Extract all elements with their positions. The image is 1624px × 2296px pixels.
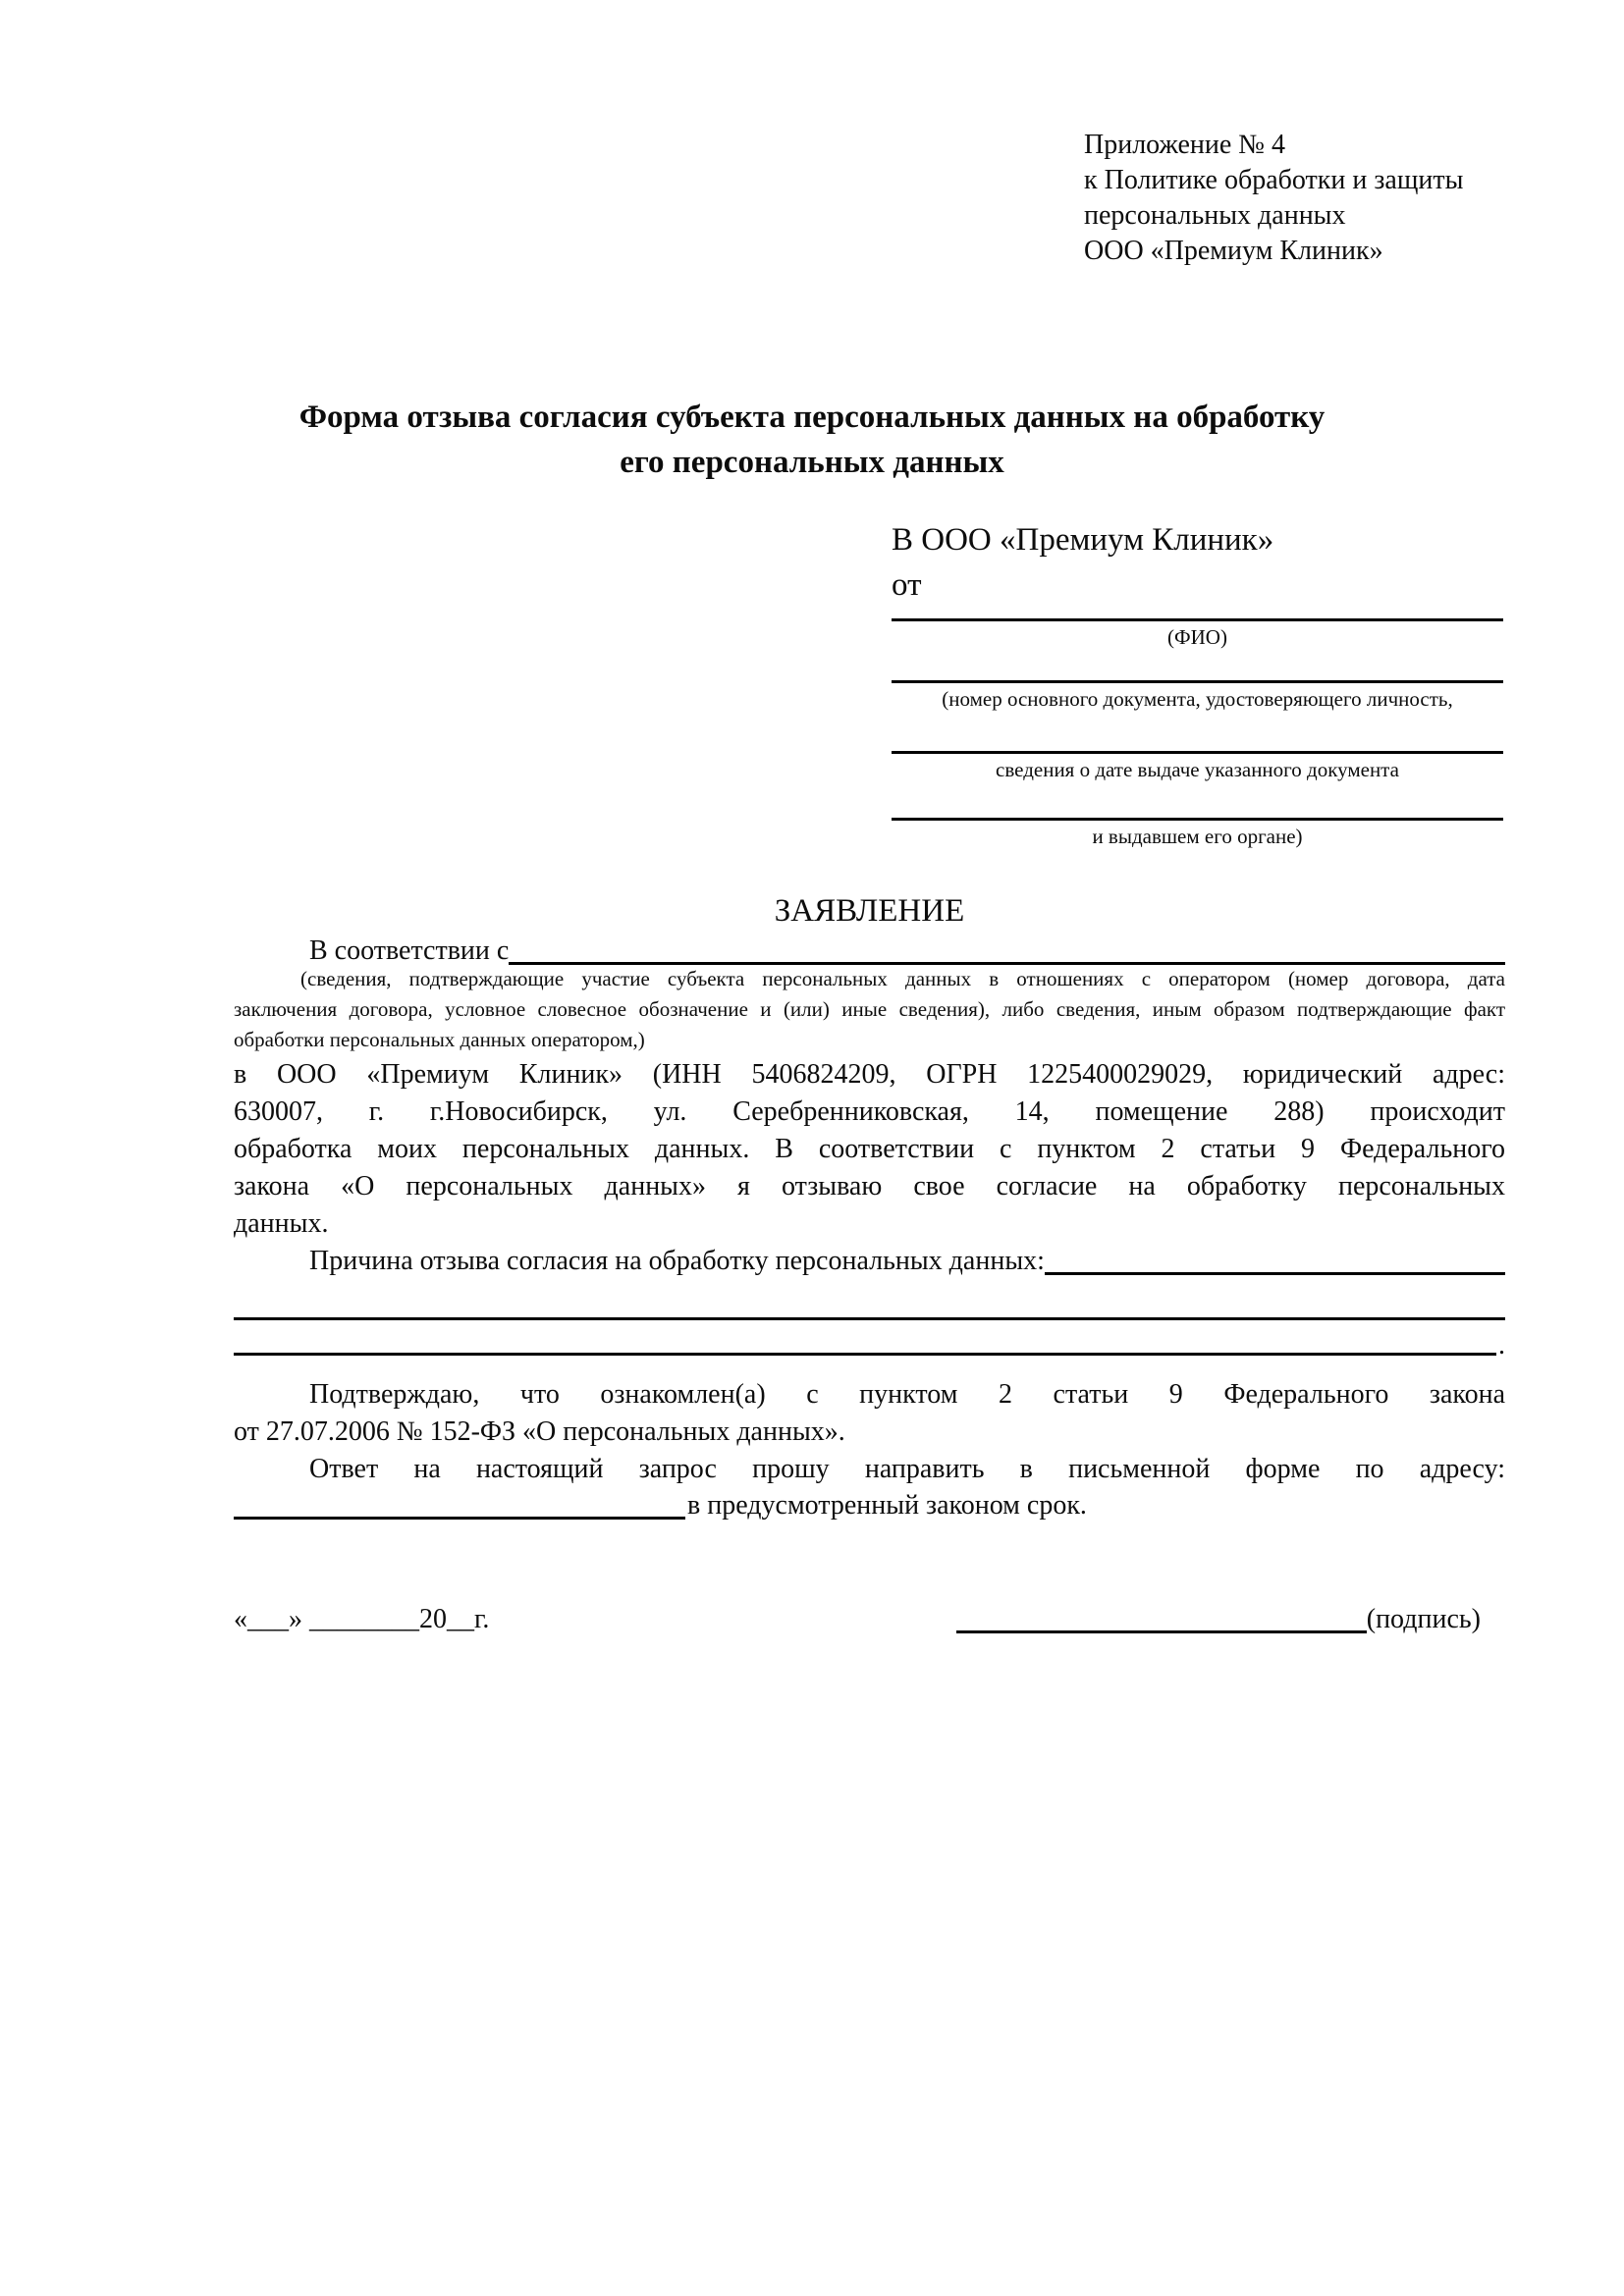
body-line: в ООО «Премиум Клиник» (ИНН 5406824209, ОГРН 1225400029029, юридический адрес:: [234, 1059, 1505, 1090]
annex-line: к Политике обработки и защиты: [1084, 165, 1464, 195]
body-paragraph: [234, 1056, 1505, 1243]
signature-caption: (подпись): [1366, 1604, 1481, 1634]
response-address-row: [234, 1489, 1505, 1522]
document-title-line: Форма отзыва согласия субъекта персональных данных на обработку: [298, 400, 1326, 435]
confirm-paragraph: [234, 1376, 1505, 1451]
fill-in-line[interactable]: [892, 650, 1503, 683]
recipient-to: В ООО «Премиум Клиник»: [892, 522, 1274, 558]
annex-block: [1084, 128, 1536, 269]
field-caption: сведения о дате выдаче указанного документа: [996, 758, 1399, 781]
field-caption: (ФИО): [1167, 625, 1227, 649]
body-line: 630007, г. г.Новосибирск, ул. Серебренниковская, 14, помещение 288) происходит: [234, 1096, 1505, 1127]
field-caption: и выдавшем его органе): [1092, 825, 1303, 848]
blank-fill-line[interactable]: [234, 1320, 1496, 1356]
note-line: заключения договора, условное словесное обозначение и (или) иные сведения), либо сведения, иным образом подтверждающие факт: [234, 997, 1505, 1021]
annex-line: Приложение № 4: [1084, 130, 1285, 160]
field-caption: (номер основного документа, удостоверяющего личность,: [942, 687, 1453, 711]
signature-group: [956, 1600, 1481, 1639]
fill-in-line[interactable]: [892, 607, 1503, 621]
blank-fill-line[interactable]: [234, 1285, 1505, 1320]
fill-in-field: [892, 782, 1503, 849]
recipient-block: [892, 518, 1503, 849]
reason-row: [234, 1243, 1505, 1280]
explanatory-note: [234, 964, 1505, 1055]
statement-heading: ЗАЯВЛЕНИЕ: [774, 893, 965, 929]
confirm-line: Подтверждаю, что ознакомлен(а) с пунктом 2 статьи 9 Федерального закона: [309, 1379, 1505, 1410]
body-line: обработка моих персональных данных. В соответствии с пунктом 2 статьи 9 Федерального: [234, 1134, 1505, 1164]
fill-in-line[interactable]: [892, 782, 1503, 821]
recipient-fields: [892, 607, 1503, 849]
accordance-prefix: В соответствии с: [309, 935, 510, 966]
fill-in-line[interactable]: [892, 712, 1503, 754]
document-title: [247, 395, 1377, 485]
fill-in-field: [892, 607, 1503, 650]
body-line: данных.: [234, 1208, 329, 1239]
note-line: (сведения, подтверждающие участие субъекта персональных данных в отношениях с оператором (номер договора, дата: [300, 967, 1505, 990]
confirm-line: от 27.07.2006 № 152-ФЗ «О персональных данных».: [234, 1416, 845, 1447]
reason-label: Причина отзыва согласия на обработку персональных данных:: [309, 1246, 1045, 1276]
response-tail: в предусмотренный законом срок.: [687, 1490, 1087, 1521]
note-line: обработки персональных данных оператором,): [234, 1028, 645, 1051]
signature-fill-line[interactable]: [956, 1630, 1367, 1633]
document-title-line: его персональных данных: [620, 445, 1004, 480]
signing-row: [234, 1600, 1505, 1639]
fill-in-field: [892, 650, 1503, 712]
annex-line: персональных данных: [1084, 200, 1346, 231]
blank-line-terminator: .: [1498, 1330, 1505, 1361]
body-line: закона «О персональных данных» я отзываю свое согласие на обработку персональных: [234, 1171, 1505, 1201]
date-line: «___» ________20__г.: [234, 1604, 490, 1634]
response-line: Ответ на настоящий запрос прошу направить в письменной форме по адресу:: [309, 1454, 1505, 1484]
reason-fill-line[interactable]: [1045, 1272, 1505, 1275]
recipient-from-label: от: [892, 567, 922, 603]
blank-line-row: [234, 1325, 1505, 1361]
fill-in-field: [892, 712, 1503, 782]
response-fill-line[interactable]: [234, 1517, 685, 1520]
annex-line: ООО «Премиум Клиник»: [1084, 236, 1383, 266]
